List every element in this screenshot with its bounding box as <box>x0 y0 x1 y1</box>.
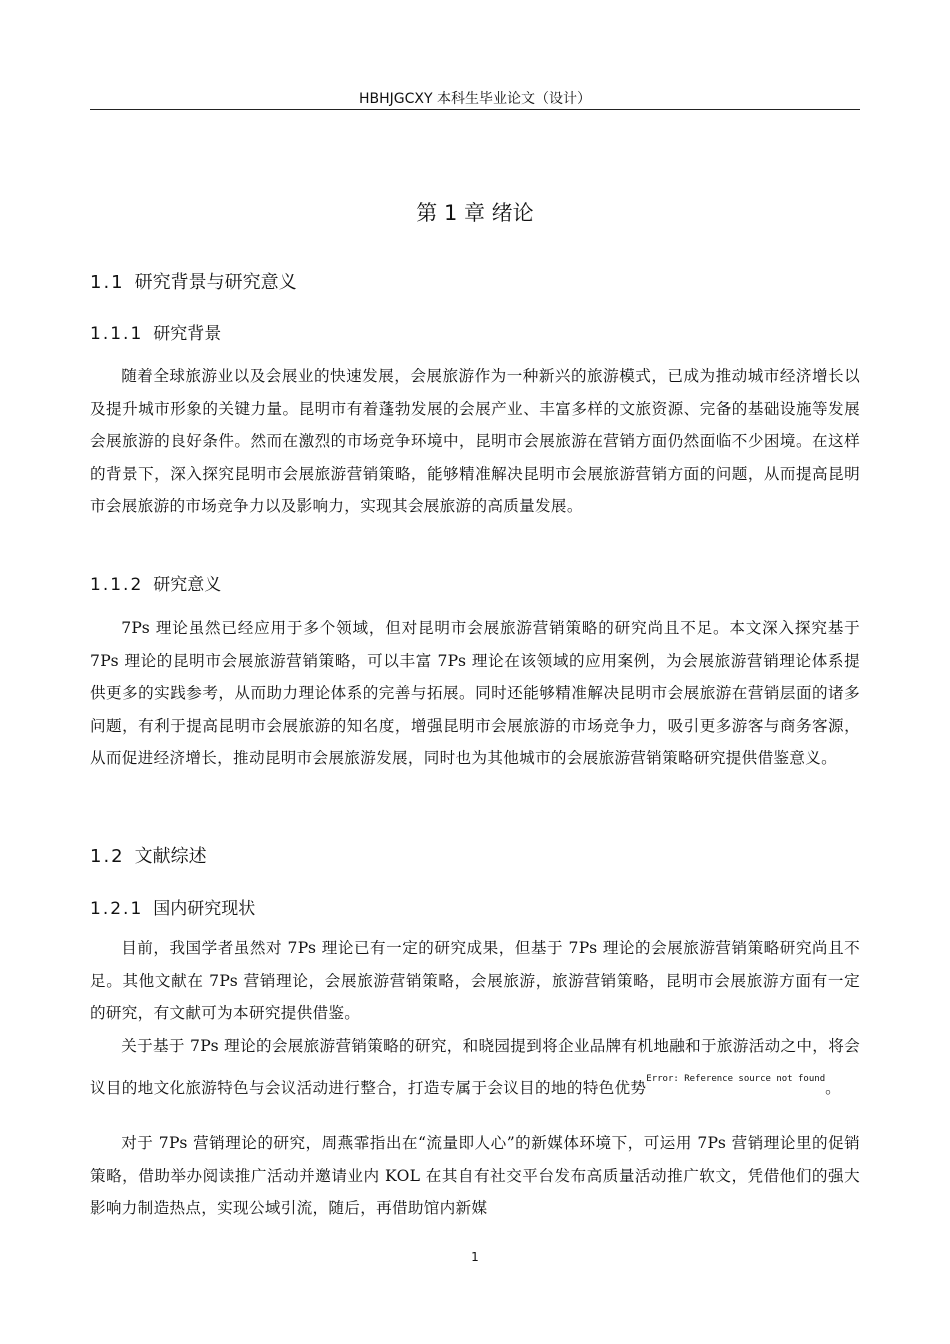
section-number: 1.2.1 <box>90 899 144 919</box>
chapter-title: 第 1 章 绪论 <box>416 201 534 225</box>
section-title: 研究意义 <box>153 575 222 595</box>
header-divider <box>90 109 860 110</box>
section-heading-1-1-2 <box>90 572 221 598</box>
section-title: 研究背景 <box>153 324 222 344</box>
section-title: 研究背景与研究意义 <box>134 272 297 293</box>
paragraph-significance: 7Ps 理论虽然已经应用于多个领域，但对昆明市会展旅游营销策略的研究尚且不足。本文深入探究基于 7Ps 理论的昆明市会展旅游营销策略，可以丰富 7Ps 理论在该领域的应用案例，为会展旅游营销理论体系提供更多的实践参考，从而助力理论体系的完善与拓展。同时还能够精准解决昆明市会展旅游在营销层面的诸多问题，有利于提高昆明市会展旅游的知名度，增强昆明市会展旅游的市场竞争力，吸引更多游客与商务客源，从而促进经济增长，推动昆明市会展旅游发展，同时也为其他城市的会展旅游营销策略研究提供借鉴意义。 <box>90 619 860 767</box>
section-heading-1-2-1 <box>90 896 255 922</box>
section-heading-1-2 <box>90 844 207 870</box>
section-number: 1.1.2 <box>90 575 144 595</box>
running-header: HBHJGCXY 本科生毕业论文（设计） <box>358 91 591 107</box>
paragraph-text: 关于基于 7Ps 理论的会展旅游营销策略的研究，和晓园提到将企业品牌有机地融和于旅游活动之中，将会议目的地文化旅游特色与会议活动进行整合，打造专属于会议目的地的特色优势 <box>90 1037 860 1097</box>
section-heading-1-1 <box>90 270 297 296</box>
section-title: 文献综述 <box>134 846 207 867</box>
section-number: 1.1 <box>90 272 125 293</box>
page-number: 1 <box>471 1250 479 1264</box>
paragraph-7ps-strategy <box>90 1030 860 1104</box>
section-heading-1-1-1 <box>90 321 221 347</box>
paragraph-end: 。 <box>825 1078 842 1097</box>
paragraph-background: 随着全球旅游业以及会展业的快速发展，会展旅游作为一种新兴的旅游模式，已成为推动城市经济增长以及提升城市形象的关键力量。昆明市有着蓬勃发展的会展产业、丰富多样的文旅资源、完备的基础设施等发展会展旅游的良好条件。然而在激烈的市场竞争环境中，昆明市会展旅游在营销方面仍然面临不少困境。在这样的背景下，深入探究昆明市会展旅游营销策略，能够精准解决昆明市会展旅游营销方面的问题，从而提高昆明市会展旅游的市场竞争力以及影响力，实现其会展旅游的高质量发展。 <box>90 367 860 515</box>
paragraph-7ps-marketing: 对于 7Ps 营销理论的研究，周燕霏指出在“流量即人心”的新媒体环境下，可运用 7Ps 营销理论里的促销策略，借助举办阅读推广活动并邀请业内 KOL 在其自有社交平台发布高质量活动推广软文，凭借他们的强大影响力制造热点，实现公域引流，随后，再借助馆内新媒 <box>90 1134 860 1217</box>
section-number: 1.1.1 <box>90 324 144 344</box>
paragraph-domestic-status: 目前，我国学者虽然对 7Ps 理论已有一定的研究成果，但基于 7Ps 理论的会展旅游营销策略研究尚且不足。其他文献在 7Ps 营销理论，会展旅游营销策略，会展旅游，旅游营销策略，昆明市会展旅游方面有一定的研究，有文献可为本研究提供借鉴。 <box>90 939 860 1022</box>
section-number: 1.2 <box>90 846 125 867</box>
section-title: 国内研究现状 <box>153 899 256 919</box>
reference-error: Error: Reference source not found <box>646 1073 826 1084</box>
